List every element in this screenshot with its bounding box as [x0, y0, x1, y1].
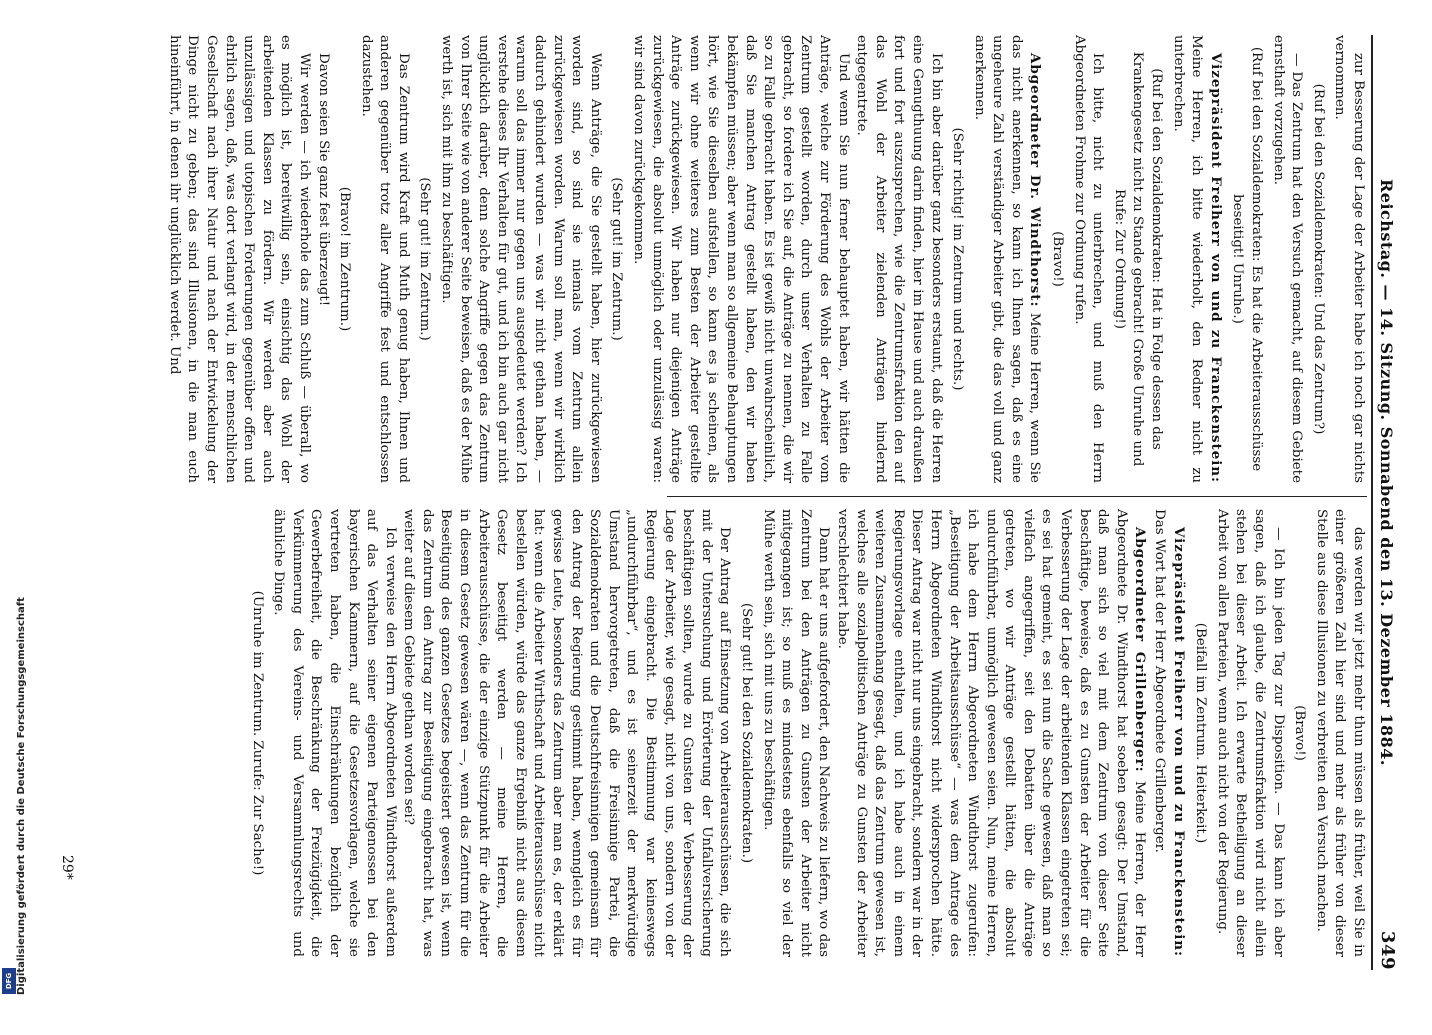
interjection: (Ruf bei den Sozialdemokraten: Hat in Folge dessen das Krankengesetz nicht zu Stande gebracht! Große Unruhe und Rufe: Zur Ordnung!) [1111, 51, 1165, 467]
interjection: (Beifall im Zentrum. Heiterkeit.) [1193, 622, 1209, 844]
paragraph: Davon seien Sie ganz fest überzeugt! [315, 53, 331, 307]
paragraph-text: Meine Herren, wenn Sie das nicht anerkennen, so kann ich Ihnen sagen, daß es eine ungeheure Zahl verständiger Arbeiter gibt, die das voll und ganz anerkennen. [971, 35, 1043, 483]
dfg-logo [2, 968, 16, 994]
paragraph-text: Das Wort hat der Herr Abgeordnete Grillenberger. [1152, 509, 1168, 853]
paragraph: Wir werden — ich wiederhole das zum Schluß — überall, wo es möglich ist, bereitwillig sein, einsichtig das Wohl der arbeitenden Klassen zu fördern. Wir werden aber auch unzulässigen und utopischen Forderungen gegenüber offen und ehrlich sagen, daß, was dort verlangt wird, in der menschlichen Gesellschaft nach ihrer Natur und nach der Entwickelung der Dinge nicht zu geben; das sind Illusionen, in die man euch hineinführt, in denen ihr unglücklich werdet. Und [166, 35, 312, 483]
paragraph: — Ich bin jeden Tag zur Disposition. — Das kann ich aber sagen, daß ich glaube, die Zentrumsfraktion wird nicht allein stehen bei dieser Arbeit. Ich erwarte Betheiligung an dieser Arbeit von allen Parteien, wenn auch nicht von der Regierung. [1214, 509, 1286, 957]
paragraph: Das Zentrum wird Kraft und Muth genug haben, Ihnen und anderen gegenüber trotz aller Angriffe fest und entschlossen dazustehen. [358, 35, 411, 483]
digitization-note [2, 575, 27, 995]
paragraph-text: Meine Herren, ich bitte wiederholt, den Redner nicht zu unterbrechen. [1170, 35, 1205, 483]
document-page [15, 35, 1415, 1035]
interjection: (Unruhe im Zentrum. Zurufe: Zur Sache!) [249, 590, 265, 876]
paragraph: Ich bitte, nicht zu unterbrechen, und muß den Herrn Abgeordneten Frohme zur Ordnung rufen. [1071, 35, 1106, 483]
speaker-name: Vizepräsident Freiherr von und zu Franckenstein: [1170, 527, 1187, 957]
interjection: (Sehr gut! im Zentrum.) [609, 177, 625, 341]
interjection: (Sehr gut! bei den Sozialdemokraten.) [739, 602, 754, 864]
paragraph: Dann hat er uns aufgefordert, den Nachweis zu liefern, wo das Zentrum bei den Anträgen zu Gunsten der Arbeiter nicht mitgegangen ist; so muß es mindestens ebenfalls so viel der Mühe werth sein, sich mit uns zu beschäftigen. [760, 509, 832, 957]
column-right [77, 35, 1367, 483]
paragraph [832, 509, 1149, 957]
interjection: (Ruf bei den Sozialdemokraten: Und das Zentrum?) [1310, 83, 1326, 435]
paragraph [969, 35, 1044, 483]
paragraph: Wenn Anträge, die Sie gestellt haben, hier zurückgewiesen worden sind, so sind sie niemals vom Zentrum allein zurückgewiesen worden. Warum soll man, wenn wir wirklich dadurch gehindert wurden — was wir nicht gethan haben, — warum soll das immer nur gegen uns ausgedeutet werden? Ich verstehe dieses Ihr Verhalten für gut, und ich bin auch gar nicht unglücklich darüber, denn solche Angriffe gegen das Zentrum von Ihrer Seite wie von anderer Seite beweisen, daß es der Mühe werth ist, sich mit ihm zu beschäftigen. [439, 35, 603, 483]
paragraph [1149, 509, 1187, 957]
page-number: 349 [1377, 930, 1398, 970]
paragraph-text: Meine Herren, der Herr Abgeordnete Dr. Windthorst hat soeben gesagt: Der Umstand, daß man sich so viel mit dem Zentrum von dieser Seite beschäftige, beweise, daß es zu Gunsten der Arbeiter für die Verbesserung der Lage der arbeitenden Klassen eingetreten sei; es sei hat gemeint, es sei nun die Sache gewesen, daß man so vielfach angegriffen, seit den Debatten über die Anträge getreten, wo wir Anträge gestellt hätten, die absolut undurchführbar, unmöglich gewesen seien. Nun, meine Herren, ich habe dem Herrn Abgeordneten Windthorst zugerufen: „Beseitigung der Arbeitsausschüsse“ — was dem Antrage des Herrn Abgeordneten Windthorst nicht widersprochen hätte. Dieser Antrag war nicht nur uns eingebracht, sondern war in der Regierungsvorlage enthalten, und ich habe auch in einem weiteren Zusammenhang gesagt, daß das Zentrum gewesen ist, welches alle sozialpolitischen Anträge zu Gunsten der Arbeiter verschlechtert habe. [834, 509, 1148, 957]
header-title: Reichstag. — 14. Sitzung. Sonnabend den 13. Dezember 1884. [1377, 178, 1396, 766]
interjection: (Ruf bei den Sozialdemokraten: Es hat die Arbeiterausschüsse beseitigt! Unruhe.) [1230, 46, 1265, 472]
paragraph: Der Antrag auf Einsetzung von Arbeiterausschüssen, die sich mit der Untersuchung und Erörterung der Unfallversicherung beschäftigen sollten, wurde zu Gunsten der Verbesserung der Lage der Arbeiter, wie gesagt, nicht von uns, sondern von der Regierung eingebracht. Die Bestimmung war keineswegs „undurchführbar“, und es ist seinerzeit der merkwürdige Umstand hervorgetreten, daß die Freisinnige Partei, die Sozialdemokraten und die Deutschfreisinnigen gemeinsam für den Antrag der Regierung gestimmt haben, wenngleich es für gewisse Leute, besonders das Zentrum aber man es, der erklärt hat: wenn die Arbeiter Wirthschaft und Arbeiterausschüsse nicht bestellen würden, würde das ganze Ergebniß nicht aus diesem Gesetz beseitigt werden — meine Herren, die Arbeiterausschüsse, die der einzige Stützpunkt für die Arbeiter in diesem Gesetz gewesen wären —, wenn das Zentrum für die Beseitigung des ganzen Gesetzes begeistert gewesen ist, wenn das Zentrum den Antrag zur Beseitigung eingebracht hat, was weiter auf diesem Gebiete gethan worden sei? [401, 509, 733, 957]
interjection: (Bravo! im Zentrum.) [337, 186, 353, 332]
paragraph: zur Besserung der Lage der Arbeiter habe ich noch gar nichts vernommen. [1332, 35, 1366, 483]
interjection: (Sehr richtig! im Zentrum und rechts.) [950, 127, 966, 391]
paragraph: Ich verweise den Herrn Abgeordneten Windthorst außerdem auf das Verhalten seiner eigenen Parteigenossen bei den bayerischen Kammern, auf die Gesetzesvorlagen, welche sie vertreten haben, die Einschränkungen bezüglich der Gewerbefreiheit, die Beschränkung der Freizügigkeit, die Verkümmerung des Vereins- und Versammlungsrechts und ähnliche Dinge. [271, 509, 398, 957]
speaker-name: Abgeordneter Dr. Windthorst: [1027, 53, 1044, 308]
interjection: (Sehr gut! im Zentrum.) [417, 177, 433, 341]
paragraph: — Das Zentrum hat den Versuch gemacht, auf diesem Gebiete ernsthaft vorzugehen. [1270, 35, 1305, 483]
speaker-name: Abgeordneter Grillenberger: [1132, 527, 1149, 773]
interjection: (Bravo!) [1292, 705, 1308, 761]
speaker-name: Vizepräsident Freiherr von und zu Franckenstein: [1207, 53, 1224, 483]
digitization-note-text: Digitalisierung gefördert durch die Deutsche Forschungsgemeinschaft [16, 597, 27, 995]
paragraph: Ich bin aber darüber ganz besonders erstaunt, daß die Herren eine Genugthuung darin finden, hier im Hause und auch draußen fort und fort auszusprechen, wie die Zentrumsfraktion den auf das Wohl der Arbeiter zielenden Anträgen hindernd entgegentrete. [854, 35, 944, 483]
signature-mark: 29* [59, 855, 75, 880]
dfg-logo-text: DFG [5, 972, 13, 990]
page-header [1371, 35, 1415, 970]
column-divider [667, 496, 1367, 497]
paragraph [1168, 35, 1225, 483]
interjection: (Bravo!) [1050, 231, 1066, 287]
paragraph: das werden wir jetzt mehr thun müssen als früher, weil Sie in einer größeren Zahl hier sind und mehr als früher von dieser Stelle aus diese Illusionen zu verbreiten den Versuch machen. [1313, 509, 1366, 957]
column-left [77, 509, 1367, 957]
paragraph: Und wenn Sie nun ferner behauptet haben, wir hätten die Anträge, welche zur Förderung des Wohls der Arbeiter vom Zentrum gestellt worden, durch unser Verhalten zu Falle gebracht, so fordere ich Sie auf, die Anträge zu nennen, die wir so zu Falle gebracht haben. Es ist gewiß nicht unwahrscheinlich, daß Sie manchen Antrag gestellt haben, den wir haben bekämpfen müssen; aber wenn man so allgemeine Behauptungen hört, wie Sie dieselben aufstellen, so kann es ja scheinen, als wenn wir ohne weiteres zum Besten der Arbeiter gestellte Anträge zurückgewiesen. Wir haben nur diejenigen Anträge zurückgewiesen, die absolut unmöglich oder unzulässig waren: wir sind davon zurückgekommen. [631, 35, 851, 483]
